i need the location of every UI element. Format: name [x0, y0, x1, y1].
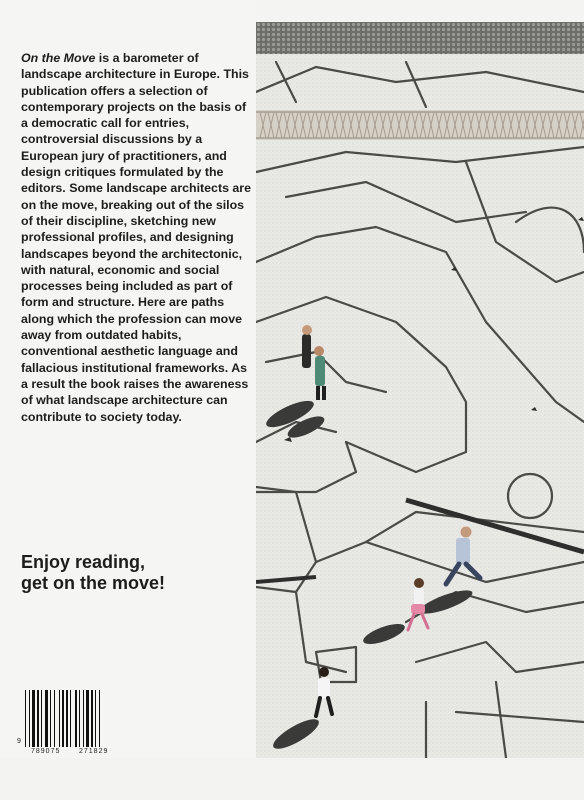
barcode-lead-digit: 9	[17, 738, 21, 745]
barcode-group-1: 789075	[31, 748, 61, 755]
plaza-photo-illustration	[256, 22, 584, 758]
cover-blurb	[21, 50, 253, 425]
plaza-aerial-photo	[256, 22, 584, 758]
slogan-line-1: Enjoy reading,	[21, 552, 146, 572]
barcode-group-2: 271829	[79, 748, 109, 755]
text-column	[0, 0, 256, 800]
blurb-body: is a barometer of landscape architecture in Europe. This publication offers a selection of contemporary projects on the basis of a democratic call for entries, controversial discussions by a European jury of practitioners, and design critiques formulated by the editors. Some landscape architects are on the move, breaking out of the silos of their discipline, sketching new professional profiles, and designing landscapes beyond the architectonic, with natural, economic and social processes being included as part of form and structure. Here are paths along which the profession can move away from outdated habits, conventional aesthetic language and fallacious institutional frameworks. As a result the book raises the awareness of what landscape architecture can contribute to society today.	[21, 51, 252, 424]
barcode-bars	[25, 690, 121, 747]
bottom-margin	[0, 758, 584, 800]
isbn-barcode	[17, 690, 123, 758]
slogan-line-2: get on the move!	[21, 573, 166, 593]
slogan	[21, 552, 253, 594]
book-title-italic: On the Move	[21, 51, 96, 65]
